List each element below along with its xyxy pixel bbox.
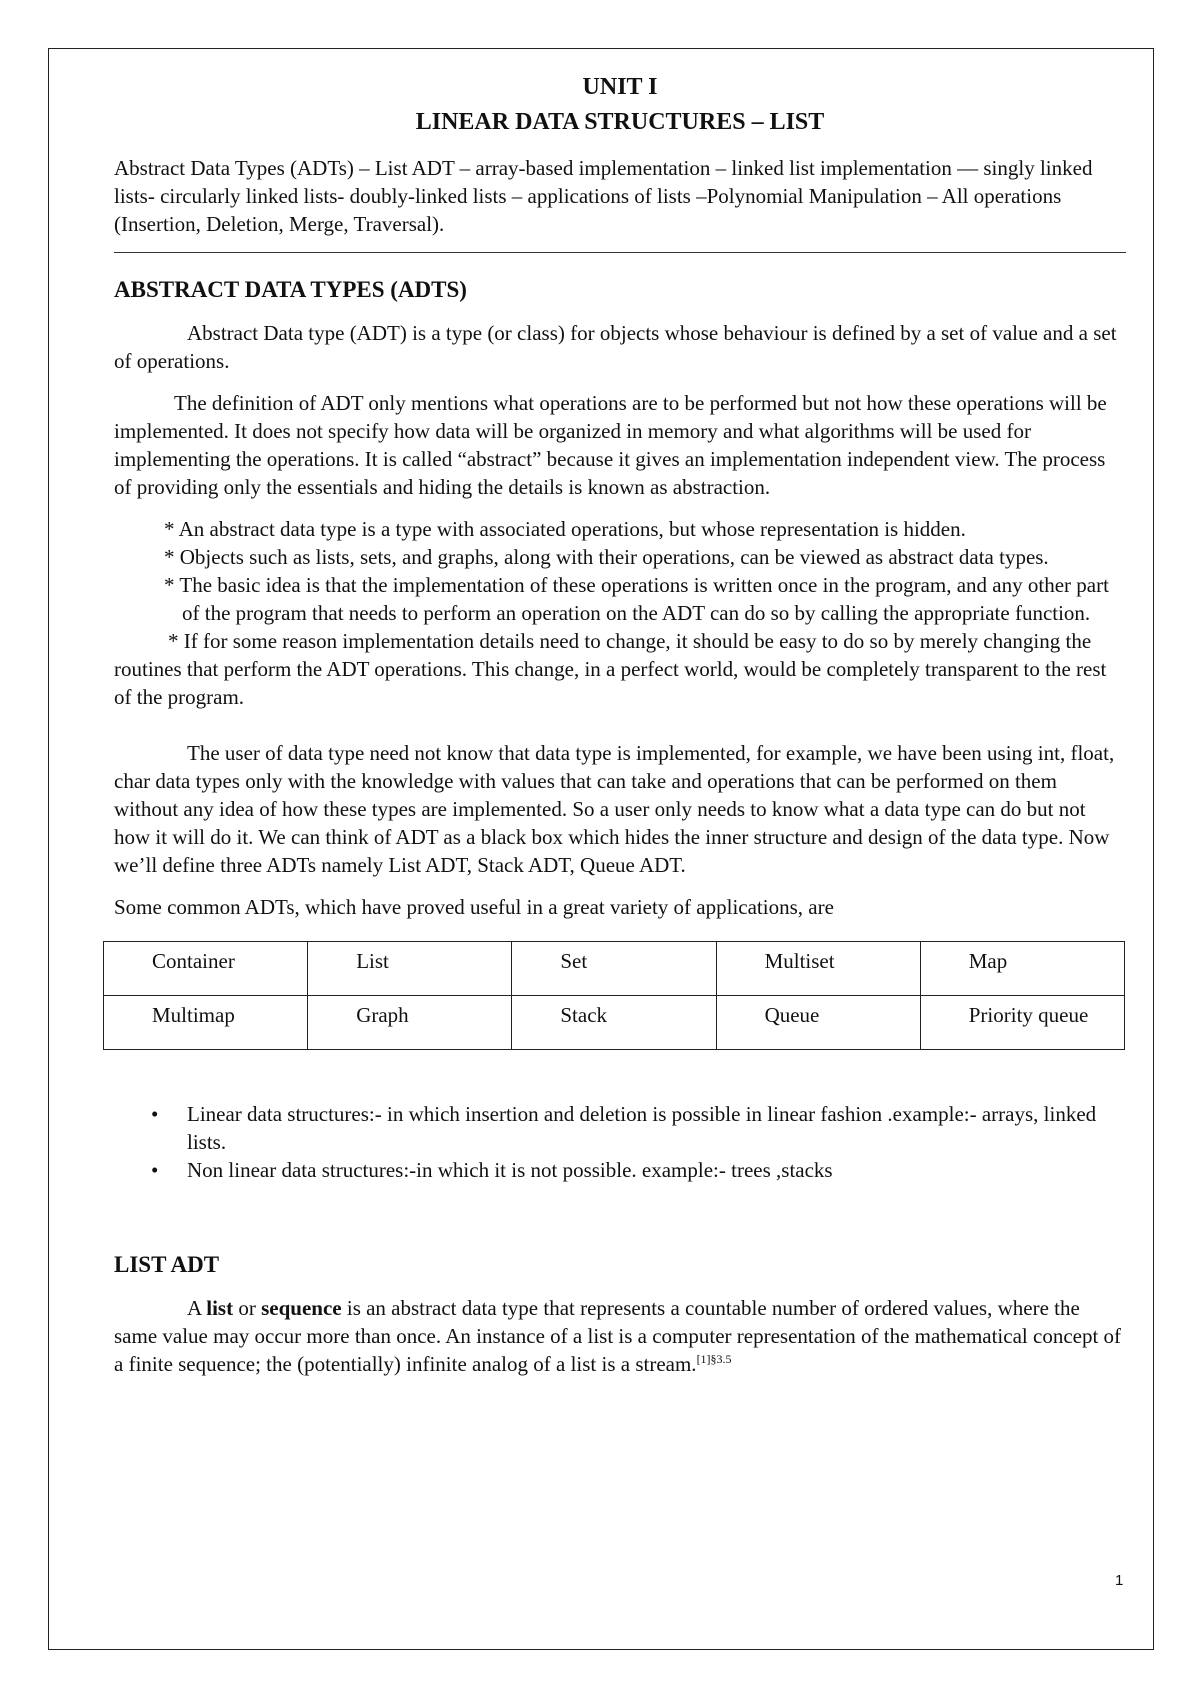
table-cell: Multiset (716, 942, 920, 996)
table-row (104, 996, 1125, 1050)
unit-title: UNIT I (582, 74, 658, 100)
term-list: list (206, 1296, 234, 1320)
adt-point: * The basic idea is that the implementation of these operations is written once in the program, and any other part of the program that needs to perform an operation on the ADT can do so by calling the appropriate function. (164, 573, 1109, 625)
data-structure-types-list (114, 1100, 1126, 1184)
adt-point: * If for some reason implementation details need to change, it should be easy to do so by merely changing the routines that perform the ADT operations. This change, in a perfect world, would be completely transparent to the rest of the program. (114, 629, 1107, 709)
page-number: 1 (1115, 1572, 1124, 1589)
syllabus-text: Abstract Data Types (ADTs) – List ADT – array-based implementation – linked list implementation –– singly linked lists- circularly linked lists- doubly-linked lists – applications of lists –Polynomial Manipulation – All operations (Insertion, Deletion, Merge, Traversal). (114, 156, 1093, 236)
adt-point: * An abstract data type is a type with associated operations, but whose representation is hidden. (164, 517, 966, 541)
text-run: or (233, 1296, 262, 1320)
list-item (151, 1156, 1126, 1184)
table-cell: Stack (512, 996, 716, 1050)
adt-abstraction-paragraph: The definition of ADT only mentions what operations are to be performed but not how these operations will be implemented. It does not specify how data will be organized in memory and what algorithms will be used for implementing the operations. It is called “abstract” because it gives an implementation independent view. The process of providing only the essentials and hiding the details is known as abstraction. (114, 391, 1107, 499)
chapter-title: LINEAR DATA STRUCTURES – LIST (415, 109, 825, 135)
common-adts-intro: Some common ADTs, which have proved useful in a great variety of applications, are (114, 895, 834, 919)
horizontal-rule (114, 252, 1126, 253)
table-cell: List (308, 942, 512, 996)
text-run: A (187, 1296, 207, 1320)
adt-points-list (114, 515, 1126, 711)
list-adt-paragraph (114, 1294, 1126, 1378)
table-cell: Queue (716, 996, 920, 1050)
document-body (114, 70, 1126, 1378)
common-adts-table (103, 941, 1125, 1050)
list-item (151, 1100, 1126, 1156)
bullet-icon: • (151, 1102, 159, 1126)
list-item-text: Non linear data structures:-in which it is not possible. example:- trees ,stacks (187, 1158, 833, 1182)
table-cell: Container (104, 942, 308, 996)
table-cell: Graph (308, 996, 512, 1050)
list-item-text: Linear data structures:- in which insertion and deletion is possible in linear fashion .example:- arrays, linked lists. (187, 1102, 1097, 1154)
citation-reference: [1]§3.5 (696, 1352, 732, 1366)
section-heading-adt: ABSTRACT DATA TYPES (ADTS) (114, 277, 467, 302)
section-heading-list-adt: LIST ADT (114, 1252, 220, 1277)
table-cell: Map (920, 942, 1124, 996)
text-run: is an abstract data type that represents a countable number of ordered values, where the same value may occur more than once. An instance of a list is a computer representation of the mathematical concept of a finite sequence; the (potentially) infinite analog of a list is a stream. (114, 1296, 1122, 1376)
table-row (104, 942, 1125, 996)
adt-user-paragraph: The user of data type need not know that data type is implemented, for example, we have been using int, float, char data types only with the knowledge with values that can take and operations that can be performed on them without any idea of how these types are implemented. So a user only needs to know what a data type can do but not how it will do it. We can think of ADT as a black box which hides the inner structure and design of the data type. Now we’ll define three ADTs namely List ADT, Stack ADT, Queue ADT. (114, 741, 1115, 877)
table-cell: Priority queue (920, 996, 1124, 1050)
table-cell: Multimap (104, 996, 308, 1050)
table-cell: Set (512, 942, 716, 996)
adt-point: * Objects such as lists, sets, and graphs, along with their operations, can be viewed as abstract data types. (164, 545, 1049, 569)
bullet-icon: • (151, 1158, 159, 1182)
adt-definition-paragraph: Abstract Data type (ADT) is a type (or class) for objects whose behaviour is defined by a set of value and a set of operations. (114, 321, 1117, 373)
term-sequence: sequence (261, 1296, 342, 1320)
